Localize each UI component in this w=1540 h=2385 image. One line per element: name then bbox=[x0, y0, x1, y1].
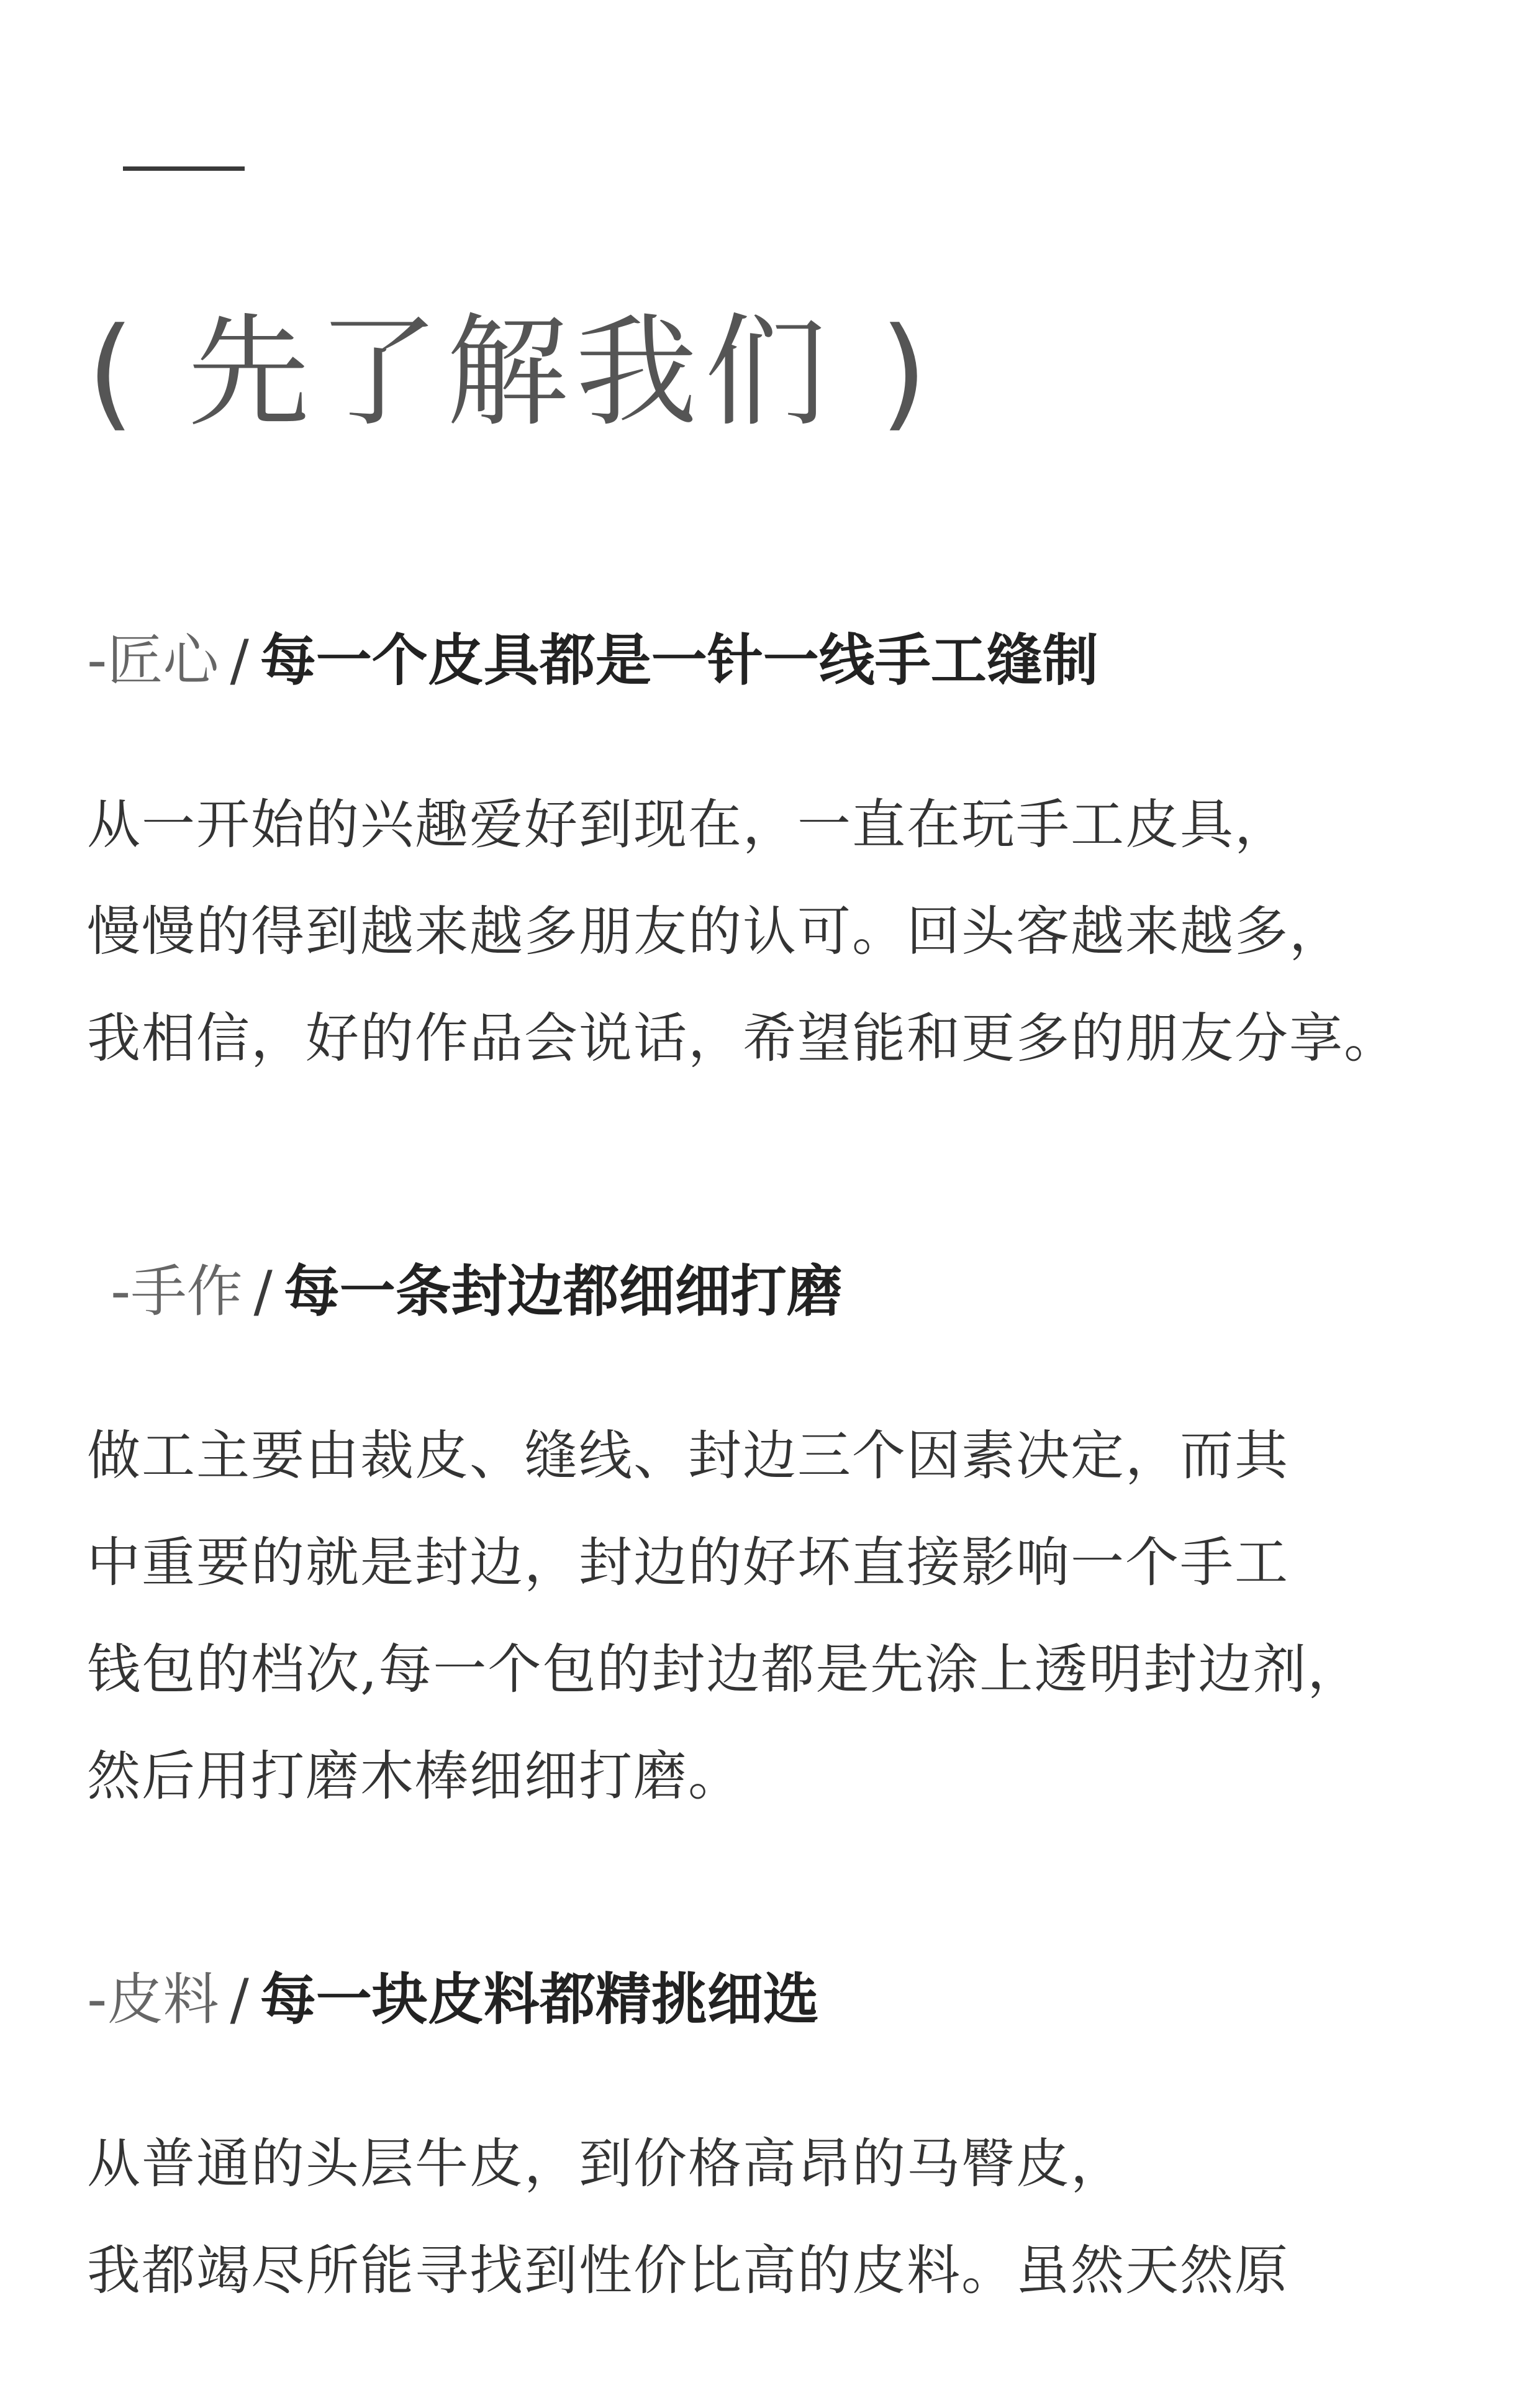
section-leather bbox=[87, 1963, 1465, 2324]
section-tag: -匠心 bbox=[87, 628, 219, 693]
paragraph-line: 做工主要由裁皮、缝线、封边三个因素决定，而其 bbox=[87, 1425, 1289, 1487]
paragraph-line: 我相信，好的作品会说话，希望能和更多的朋友分享。 bbox=[87, 1007, 1398, 1070]
section-craftsmanship bbox=[87, 624, 1465, 1092]
section-paragraph bbox=[87, 1402, 1489, 1830]
paragraph-line: 然后用打磨木棒细细打磨。 bbox=[87, 1745, 743, 1807]
paragraph-line: 中重要的就是封边，封边的好坏直接影响一个手工 bbox=[87, 1532, 1289, 1594]
paragraph-line: 从一开始的兴趣爱好到现在，一直在玩手工皮具， bbox=[87, 794, 1289, 856]
section-subtitle: 每一个皮具都是一针一线手工缝制 bbox=[260, 628, 1098, 693]
heading-separator: / bbox=[230, 628, 249, 693]
paragraph-line: 我都竭尽所能寻找到性价比高的皮料。虽然天然原 bbox=[87, 2240, 1289, 2302]
section-handmade bbox=[87, 1255, 1489, 1830]
section-tag: -皮料 bbox=[87, 1967, 219, 2032]
top-divider bbox=[123, 166, 245, 171]
section-heading bbox=[111, 1255, 1489, 1329]
section-tag: -手作 bbox=[111, 1259, 243, 1324]
paragraph-line: 从普通的头层牛皮，到价格高昂的马臀皮， bbox=[87, 2133, 1125, 2195]
paragraph-line: 钱包的档次,每一个包的封边都是先涂上透明封边剂， bbox=[87, 1638, 1362, 1701]
section-paragraph bbox=[87, 771, 1465, 1092]
section-heading bbox=[87, 1963, 1465, 2037]
section-paragraph bbox=[87, 2110, 1465, 2324]
section-heading bbox=[87, 624, 1465, 698]
section-subtitle: 每一块皮料都精挑细选 bbox=[260, 1967, 819, 2032]
heading-separator: / bbox=[230, 1967, 249, 2032]
paragraph-line: 慢慢的得到越来越多朋友的认可。回头客越来越多， bbox=[87, 901, 1344, 963]
section-subtitle: 每一条封边都细细打磨 bbox=[283, 1259, 843, 1324]
heading-separator: / bbox=[253, 1259, 273, 1324]
page-title: ( 先了解我们 ) bbox=[87, 302, 935, 443]
